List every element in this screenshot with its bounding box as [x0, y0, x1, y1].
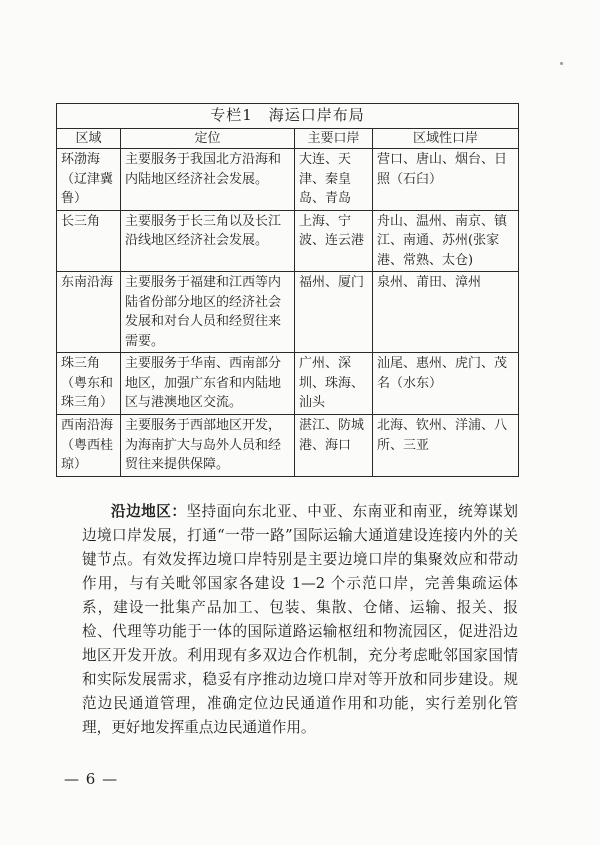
- table-row: [57, 210, 519, 272]
- page-number: — 6 —: [64, 770, 119, 788]
- border-areas-paragraph: [82, 500, 518, 740]
- column-header-positioning: 定位: [121, 128, 295, 149]
- major-ports-cell: 广州、深圳、珠海、汕头: [295, 353, 373, 415]
- scan-speck: [560, 62, 563, 65]
- positioning-cell: 主要服务于西部地区开发，为海南扩大与岛外人员和经贸往来提供保障。: [121, 415, 295, 477]
- positioning-cell: 主要服务于华南、西南部分地区，加强广东省和内陆地区与港澳地区交流。: [121, 353, 295, 415]
- positioning-cell: 主要服务于长三角以及长江沿线地区经济社会发展。: [121, 210, 295, 272]
- table-row: [57, 272, 519, 353]
- positioning-cell: 主要服务于福建和江西等内陆省份部分地区的经济社会发展和对台人员和经贸往来需要。: [121, 272, 295, 353]
- region-cell: 珠三角（粤东和珠三角）: [57, 353, 121, 415]
- table-row: [57, 149, 519, 211]
- paragraph-body: 坚持面向东北亚、中亚、东南亚和南亚，统筹谋划边境口岸发展，打通“一带一路”国际运输大通道建设连接内外的关键节点。有效发挥边境口岸特别是主要边境口岸的集聚效应和带动作用，与有关毗邻国家各建设 1—2 个示范口岸，完善集疏运体系，建设一批集产品加工、包装、集散、仓储、运输、报关、报检、代理等功能于一体的国际道路运输枢纽和物流园区，促进沿边地区开发开放。利用现有多双边合作机制，充分考虑毗邻国家国情和实际发展需求，稳妥有序推动边境口岸对等开放和同步建设。规范边民通道管理，准确定位边民通道作用和功能，实行差别化管理，更好地发挥重点边民通道作用。: [82, 503, 518, 736]
- table-header-row: [57, 128, 519, 149]
- major-ports-cell: 福州、厦门: [295, 272, 373, 353]
- column-header-major-ports: 主要口岸: [295, 128, 373, 149]
- table-row: [57, 353, 519, 415]
- major-ports-cell: 湛江、防城港、海口: [295, 415, 373, 477]
- region-cell: 环渤海（辽津冀鲁）: [57, 149, 121, 211]
- regional-ports-cell: 北海、钦州、洋浦、八所、三亚: [373, 415, 519, 477]
- regional-ports-cell: 汕尾、惠州、虎门、茂名（水东）: [373, 353, 519, 415]
- paragraph-lead: 沿边地区：: [111, 503, 187, 520]
- region-cell: 东南沿海: [57, 272, 121, 353]
- region-cell: 长三角: [57, 210, 121, 272]
- regional-ports-cell: 舟山、温州、南京、镇江、南通、苏州(张家港、常熟、太仓): [373, 210, 519, 272]
- column-header-region: 区域: [57, 128, 121, 149]
- regional-ports-cell: 营口、唐山、烟台、日照（石臼）: [373, 149, 519, 211]
- regional-ports-cell: 泉州、莆田、漳州: [373, 272, 519, 353]
- region-cell: 西南沿海（粤西桂琼）: [57, 415, 121, 477]
- table-title: 专栏1 海运口岸布局: [57, 104, 519, 129]
- positioning-cell: 主要服务于我国北方沿海和内陆地区经济社会发展。: [121, 149, 295, 211]
- major-ports-cell: 上海、宁波、连云港: [295, 210, 373, 272]
- column-header-regional-ports: 区域性口岸: [373, 128, 519, 149]
- major-ports-cell: 大连、天津、秦皇岛、青岛: [295, 149, 373, 211]
- seaport-layout-table: [56, 103, 519, 477]
- table-row: [57, 415, 519, 477]
